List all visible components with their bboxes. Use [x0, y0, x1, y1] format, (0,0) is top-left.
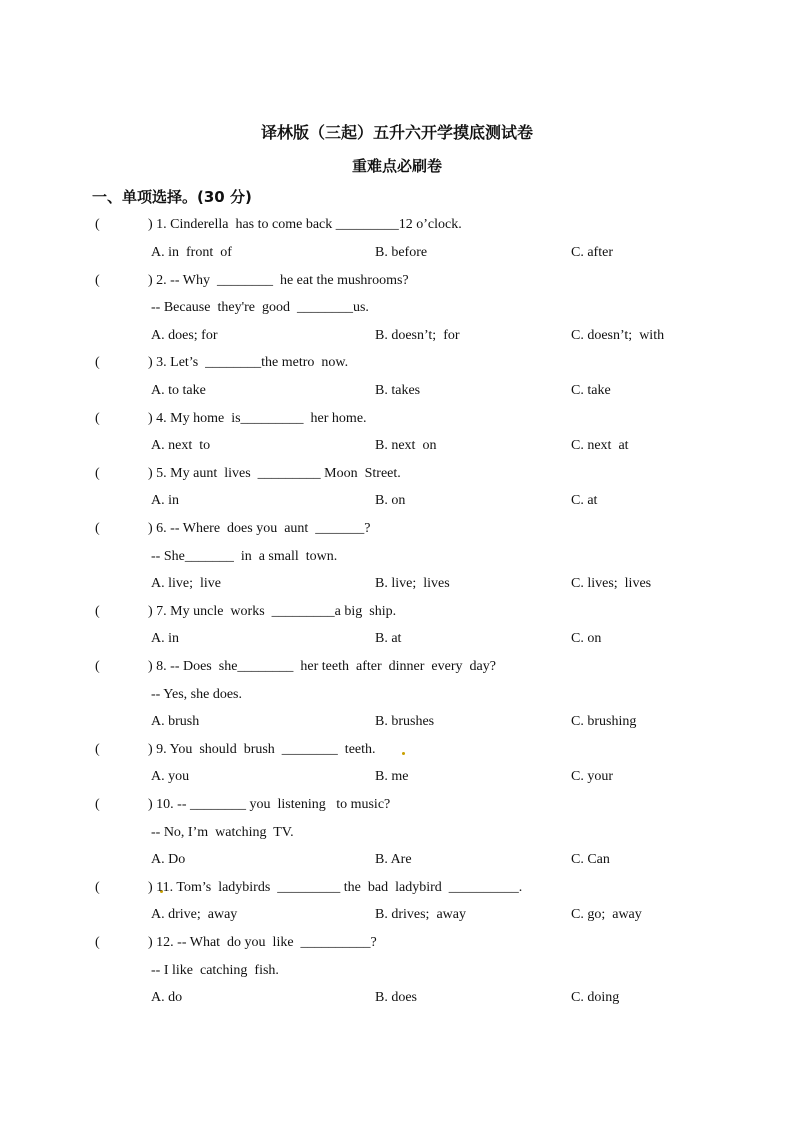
q9-option-b: B. me	[375, 769, 409, 784]
q4-option-b: B. next on	[375, 438, 437, 453]
q4-option-c: C. next at	[571, 438, 629, 453]
q1-option-c: C. after	[571, 245, 613, 260]
question-2: ) 2. -- Why ________ he eat the mushrooms?	[148, 273, 409, 288]
answer-paren: (	[95, 935, 100, 950]
question-7: ) 7. My uncle works _________a big ship.	[148, 604, 397, 619]
q5-option-c: C. at	[571, 493, 598, 508]
question-10-response: -- No, I’m watching TV.	[151, 825, 294, 840]
q5-option-a: A. in	[151, 493, 179, 508]
answer-paren: (	[95, 217, 100, 232]
question-8: ) 8. -- Does she________ her teeth after dinner every day?	[148, 659, 496, 674]
q2-option-a: A. does; for	[151, 328, 218, 343]
answer-paren: (	[95, 273, 100, 288]
answer-paren: (	[95, 659, 100, 674]
q12-option-c: C. doing	[571, 990, 620, 1005]
q1-option-a: A. in front of	[151, 245, 232, 260]
question-10: ) 10. -- ________ you listening to music?	[148, 797, 391, 812]
answer-paren: (	[95, 355, 100, 370]
page-title: 译林版（三起）五升六开学摸底测试卷	[260, 123, 533, 142]
question-4: ) 4. My home is_________ her home.	[148, 411, 367, 426]
q11-option-a: A. drive; away	[151, 907, 238, 922]
q10-option-c: C. Can	[571, 852, 610, 867]
answer-paren: (	[95, 880, 100, 895]
question-12: ) 12. -- What do you like __________?	[148, 935, 377, 950]
q11-option-c: C. go; away	[571, 907, 642, 922]
stray-mark	[402, 752, 405, 755]
q10-option-a: A. Do	[151, 852, 186, 867]
question-8-response: -- Yes, she does.	[151, 687, 242, 702]
answer-paren: (	[95, 466, 100, 481]
q6-option-c: C. lives; lives	[571, 576, 652, 591]
answer-paren: (	[95, 521, 100, 536]
q2-option-c: C. doesn’t; with	[571, 328, 665, 343]
q9-option-c: C. your	[571, 769, 613, 784]
answer-paren: (	[95, 604, 100, 619]
q11-option-b: B. drives; away	[375, 907, 466, 922]
q4-option-a: A. next to	[151, 438, 211, 453]
q12-option-a: A. do	[151, 990, 183, 1005]
answer-paren: (	[95, 411, 100, 426]
q6-option-a: A. live; live	[151, 576, 221, 591]
q3-option-b: B. takes	[375, 383, 421, 398]
question-5: ) 5. My aunt lives _________ Moon Street.	[148, 466, 401, 481]
q8-option-b: B. brushes	[375, 714, 435, 729]
q6-option-b: B. live; lives	[375, 576, 450, 591]
q5-option-b: B. on	[375, 493, 406, 508]
q7-option-a: A. in	[151, 631, 179, 646]
q1-option-b: B. before	[375, 245, 428, 260]
q2-option-b: B. doesn’t; for	[375, 328, 460, 343]
q7-option-c: C. on	[571, 631, 602, 646]
q9-option-a: A. you	[151, 769, 190, 784]
question-3: ) 3. Let’s ________the metro now.	[148, 355, 349, 370]
answer-paren: (	[95, 797, 100, 812]
q7-option-b: B. at	[375, 631, 402, 646]
q3-option-a: A. to take	[151, 383, 206, 398]
q12-option-b: B. does	[375, 990, 417, 1005]
q8-option-a: A. brush	[151, 714, 200, 729]
question-11: ) 11. Tom’s ladybirds _________ the bad ladybird __________.	[148, 880, 523, 895]
page-subtitle: 重难点必刷卷	[351, 157, 442, 175]
question-12-response: -- I like catching fish.	[151, 963, 279, 978]
q10-option-b: B. Are	[375, 852, 412, 867]
q8-option-c: C. brushing	[571, 714, 637, 729]
question-9: ) 9. You should brush ________ teeth.	[148, 742, 376, 757]
question-6-response: -- She_______ in a small town.	[151, 549, 338, 564]
q3-option-c: C. take	[571, 383, 611, 398]
question-2-response: -- Because they're good ________us.	[151, 300, 369, 315]
section-heading: 一、单项选择。(30 分)	[92, 188, 252, 206]
question-6: ) 6. -- Where does you aunt _______?	[148, 521, 371, 536]
answer-paren: (	[95, 742, 100, 757]
question-1: ) 1. Cinderella has to come back _________12 o’clock.	[148, 217, 462, 232]
